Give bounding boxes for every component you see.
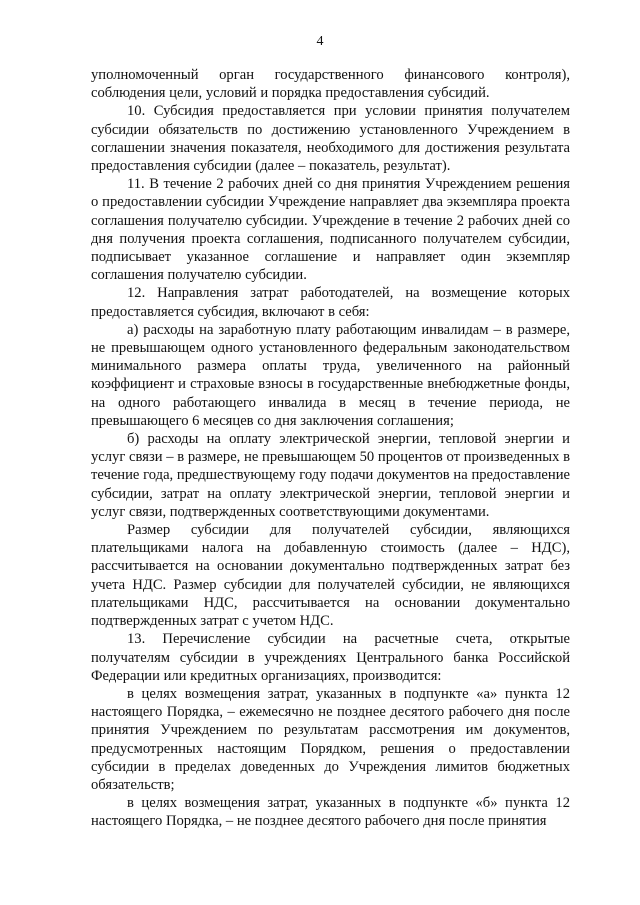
paragraph-subsidy-size: Размер субсидии для получателей субсидии, являющихся плательщиками налога на добавленную стоимость (далее – НДС), рассчитывается на основании документально подтвержденных затрат без учета НДС. Размер субсидии для получателей субсидии, не являющихся плательщиками НДС, рассчитывается на основании документально подтвержденных затрат с учетом НДС.	[91, 522, 570, 630]
paragraph-13: 13. Перечисление субсидии на расчетные счета, открытые получателям субсидии в учреждениях Центрального банка Российской Федерации или кредитных организациях, производится:	[91, 631, 570, 684]
paragraph-13-b: в целях возмещения затрат, указанных в подпункте «б» пункта 12 настоящего Порядка, – не позднее десятого рабочего дня после принятия	[91, 795, 570, 830]
document-body	[91, 66, 570, 831]
paragraph-10: 10. Субсидия предоставляется при условии принятия получателем субсидии обязательств по достижению установленного Учреждением в соглашении значения показателя, необходимого для достижения результата предоставления субсидии (далее – показатель, результат).	[91, 103, 570, 175]
paragraph-12-a: а) расходы на заработную плату работающим инвалидам – в размере, не превышающем одного установленного федеральным законодательством минимального размера оплаты труда, увеличенного на районный коэффициент и страховые взносы в государственные внебюджетные фонды, на одного работающего инвалида в месяц в течение периода, не превышающего 6 месяцев со дня заключения соглашения;	[91, 321, 570, 429]
paragraph-12: 12. Направления затрат работодателей, на возмещение которых предоставляется субсидия, включают в себя:	[91, 285, 570, 320]
paragraph-continuation: уполномоченный орган государственного финансового контроля), соблюдения цели, условий и порядка предоставления субсидий.	[91, 67, 570, 102]
paragraph-11: 11. В течение 2 рабочих дней со дня принятия Учреждением решения о предоставлении субсидии Учреждение направляет два экземпляра проекта соглашения получателю субсидии. Учреждение в течение 2 рабочих дней со дня получения проекта соглашения, подписанного получателем субсидии, подписывает указанное соглашение и направляет один экземпляр соглашения получателю субсидии.	[91, 176, 570, 284]
page-number: 4	[316, 34, 324, 49]
paragraph-12-b: б) расходы на оплату электрической энергии, тепловой энергии и услуг связи – в размере, не превышающем 50 процентов от произведенных в течение года, предшествующему году подачи документов на предоставление субсидии, затрат на оплату электрической энергии, тепловой энергии и услуг связи, подтвержденных соответствующими документами.	[91, 431, 570, 520]
paragraph-13-a: в целях возмещения затрат, указанных в подпункте «а» пункта 12 настоящего Порядка, – ежемесячно не позднее десятого рабочего дня после принятия Учреждением по результатам рассмотрения им документов, предусмотренных настоящим Порядком, решения о предоставлении субсидии в пределах доведенных до Учреждения лимитов бюджетных обязательств;	[91, 685, 570, 793]
